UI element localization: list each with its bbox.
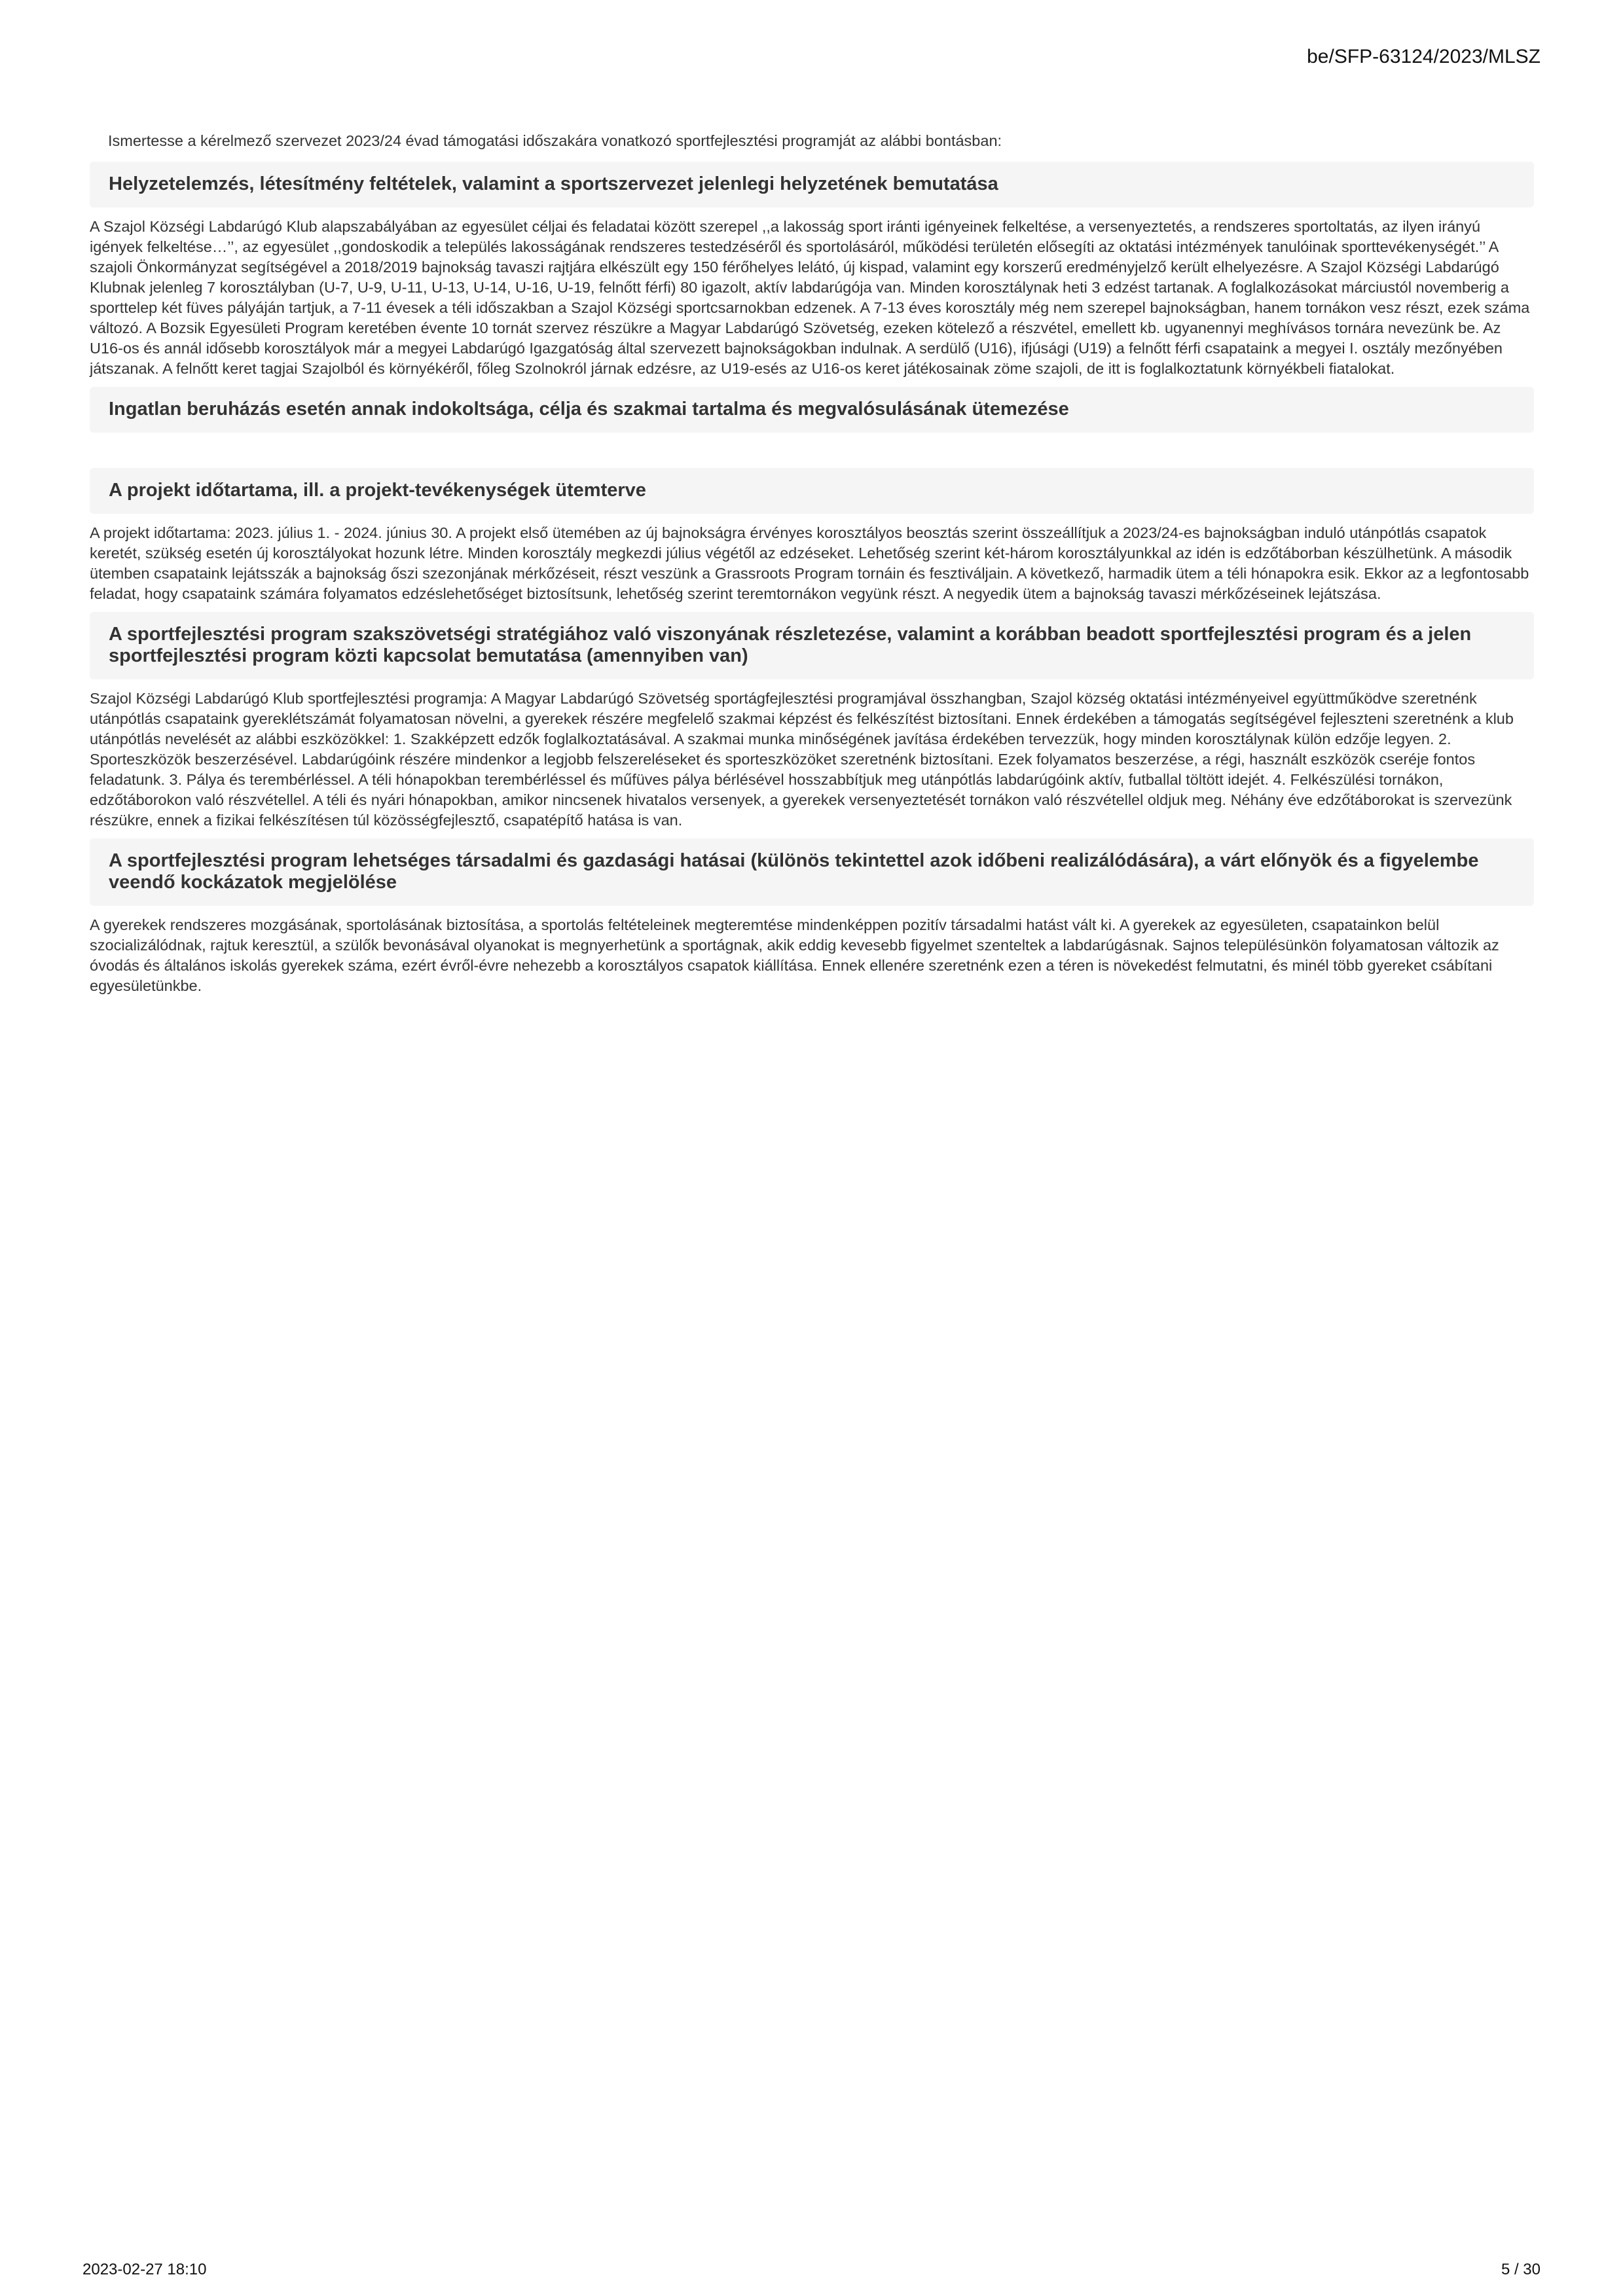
section-body: A Szajol Községi Labdarúgó Klub alapszabályában az egyesület céljai és feladatai között szerepel ,,a lakosság sport iránti igényeinek felkeltése, a versenyeztetés, a rendszeres sportoltatás, az ilyen irányú igények felkeltése…’’, az egyesület ,,gondoskodik a település lakosságának rendszeres testedzéséről és sportolásáról, működési területén elősegíti az oktatási intézmények tanulóinak sporttevékenységét.’’ A szajoli Önkormányzat segítségével a 2018/2019 bajnokság tavaszi rajtjára elkészült egy 150 férőhelyes lelátó, új kispad, valamint egy korszerű eredményjelző került elhelyezésre. A Szajol Községi Labdarúgó Klubnak jelenleg 7 korosztályban (U-7, U-9, U-11, U-13, U-14, U-16, U-19, felnőtt férfi) 80 igazolt, aktív labdarúgója van. Minden korosztálynak heti 3 edzést tartanak. A foglalkozásokat márciustól novemberig a sporttelep két füves pályáján tartjuk, a 7-11 évesek a téli időszakban a Szajol Községi sportcsarnokban edzenek. A 7-13 éves korosztály még nem szerepel bajnokságban, hanem tornákon vesz részt, ezek száma változó. A Bozsik Egyesületi Program keretében évente 10 tornát szervez részükre a Magyar Labdarúgó Szövetség, ezeken kötelező a részvétel, emellett kb. ugyanennyi meghívásos tornára nevezünk be. Az U16-os és annál idősebb korosztályok már a megyei Labdarúgó Igazgatóság által szervezett bajnokságokban indulnak. A serdülő (U16), ifjúsági (U19) a felnőtt férfi csapataink a megyei I. osztály mezőnyében játszanak. A felnőtt keret tagjai Szajolból és környékéről, főleg Szolnokról járnak edzésre, az U19-esés az U16-os keret játékosainak zöme szajoli, de itt is foglalkoztatunk környékbeli fiatalokat. xyxy=(90,218,1530,377)
document-id: be/SFP-63124/2023/MLSZ xyxy=(1307,46,1541,67)
intro-text: Ismertesse a kérelmező szervezet 2023/24 évad támogatási időszakára vonatkozó sportfejlesztési programját az alábbi bontásban: xyxy=(108,132,1002,149)
section-real-estate-investment xyxy=(90,387,1534,450)
section-project-schedule xyxy=(90,468,1534,604)
section-title: A projekt időtartama, ill. a projekt-tevékenységek ütemterve xyxy=(90,468,1534,514)
document-content xyxy=(90,131,1534,1004)
section-body: A gyerekek rendszeres mozgásának, sportolásának biztosítása, a sportolás feltételeinek megteremtése mindenképpen pozitív társadalmi hatást vált ki. A gyerekek az egyesületen, csapatainkon belül szocializálódnak, rajtuk keresztül, a szülők bevonásával olyanokat is megnyerhetünk a sportágnak, akik eddig kevesebb figyelmet szenteltek a labdarúgásnak. Sajnos településünkön folyamatosan változik az óvodás és általános iskolás gyerekek száma, ezért évről-évre nehezebb a korosztályos csapatok kiállítása. Ennek ellenére szeretnénk ezen a téren is növekedést felmutatni, és minél több gyereket csábítani egyesületünkbe. xyxy=(90,916,1499,994)
section-situation-analysis xyxy=(90,162,1534,379)
section-title: Helyzetelemzés, létesítmény feltételek, valamint a sportszervezet jelenlegi helyzetének bemutatása xyxy=(90,162,1534,207)
footer-timestamp: 2023-02-27 18:10 xyxy=(82,2261,207,2278)
section-body: Szajol Községi Labdarúgó Klub sportfejlesztési programja: A Magyar Labdarúgó Szövetség sportágfejlesztési programjával összhangban, Szajol község oktatási intézményeivel együttműködve szeretnénk utánpótlás csapataink gyereklétszámát folyamatosan növelni, a gyerekek részére megfelelő szakmai képzést és felkészítést biztosítani. Ennek érdekében a támogatás segítségével fejleszteni szeretnénk a klub utánpótlás nevelését az alábbi eszközökkel: 1. Szakképzett edzők foglalkoztatásával. A szakmai munka minőségének javítása érdekében tervezzük, hogy minden korosztálynak külön edzője legyen. 2. Sporteszközök beszerzésével. Labdarúgóink részére mindenkor a legjobb felszereléseket és sporteszközöket szeretnénk biztosítani. Ezek folyamatos beszerzése, a régi, használt eszközök cseréje fontos feladatunk. 3. Pálya és terembérléssel. A téli hónapokban terembérléssel és műfüves pálya bérlésével hosszabbítjuk meg utánpótlás labdarúgóink aktív, futballal töltött idejét. 4. Felkészülési tornákon, edzőtáborokon való részvétellel. A téli és nyári hónapokban, amikor nincsenek hivatalos versenyek, a gyerekek versenyeztetését tornákon való részvétellel oldjuk meg. Néhány éve edzőtáborokat is szervezünk részükre, ennek a fizikai felkészítésen túl közösségfejlesztő, csapatépítő hatása is van. xyxy=(90,690,1514,829)
section-body: A projekt időtartama: 2023. július 1. - 2024. június 30. A projekt első ütemében az új bajnokságra érvényes korosztályos beosztás szerint összeállítjuk a 2023/24-es bajnokságban induló utánpótlás csapatok keretét, szükség esetén új korosztályokat hozunk létre. Minden korosztály megkezdi július végétől az edzéseket. Lehetőség szerint két-három korosztályunkkal az idén is edzőtáborban készülhetünk. A második ütemben csapataink lejátsszák a bajnokság őszi szezonjának mérkőzéseit, részt veszünk a Grassroots Program tornáin és fesztiváljain. A következő, harmadik ütem a téli hónapokra esik. Ekkor az a legfontosabb feladat, hogy csapataink számára folyamatos edzéslehetőséget biztosítsunk, lehetőség szerint teremtornákon vegyünk részt. A negyedik ütem a bajnokság tavaszi mérkőzéseinek lejátszása. xyxy=(90,524,1529,602)
section-social-economic-impact xyxy=(90,838,1534,996)
section-title: Ingatlan beruházás esetén annak indokoltsága, célja és szakmai tartalma és megvalósulásának ütemezése xyxy=(90,387,1534,433)
section-title: A sportfejlesztési program lehetséges társadalmi és gazdasági hatásai (különös tekintettel azok időbeni realizálódására), a várt előnyök és a figyelembe veendő kockázatok megjelölése xyxy=(90,838,1534,906)
section-federation-strategy xyxy=(90,612,1534,831)
page-number: 5 / 30 xyxy=(1501,2261,1541,2278)
section-title: A sportfejlesztési program szakszövetségi stratégiához való viszonyának részletezése, valamint a korábban beadott sportfejlesztési program és a jelen sportfejlesztési program közti kapcsolat bemutatása (amennyiben van) xyxy=(90,612,1534,679)
section-body xyxy=(90,433,1534,450)
